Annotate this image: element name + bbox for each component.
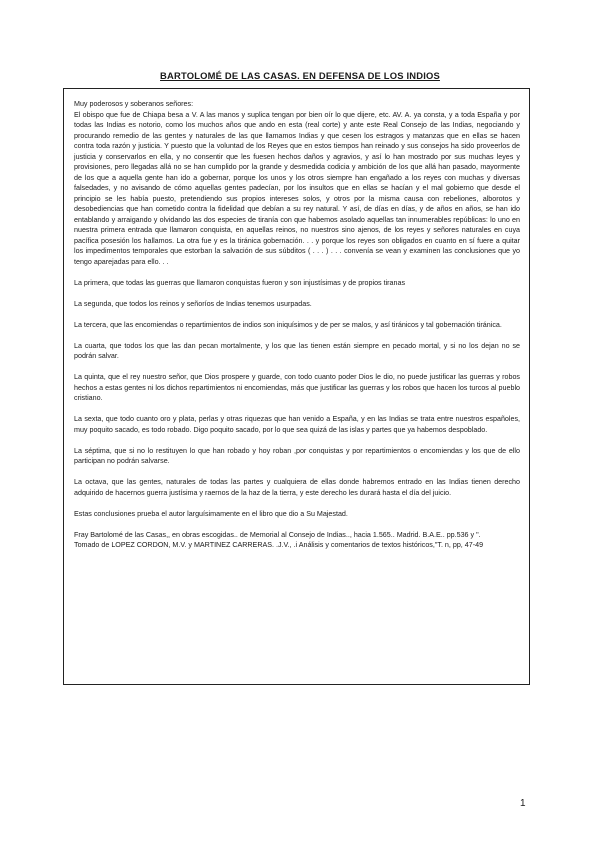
intro-paragraph: El obispo que fue de Chiapa besa a V. A las manos y suplica tengan por bien oír lo que dijere, etc. AV. A. ya consta, y a toda España y por todas las Indias es notorio, como los muchos años que ando en esta (real corte) y ante este Real Consejo de las Indias, negociando y procurando remedio de las gentes y naturales de las que llamamos Indias y que cesen los estragos y matanzas que en ellas se hacen contra toda razón y justicia. Y puesto que la voluntad de los Reyes que en estos tiempos han reinado y sus consejos ha sido proveerlos de justicia y conservarlos en ella, y no consentir que les fuesen hechos daños y agravios, y así lo han mostrado por sus muchas leyes y provisiones, pero llegadas allá no se han cumplido por la grande y desmedida codicia y ambición de los que allá han pasado, mayormente de los que a aquella gente han ido a gobernar, porque los unos y los otros siempre han engañado a los reyes con muchas y diversas falsedades, y no avisando de cómo aquellas gentes padecían, por los insultos que en ellas se hacían y el mal gobierno que desde el principio se les había puesto, pretendiendo sus propios intereses solos, y otros por la misma causa con rebeliones, alborotos y desobediencias que han cometido contra la fidelidad que debían a su rey natural. Y así, de días en días, y de años en años, se han ido entablando y arraigando y olvidando las dos especies de tiranía con que habemos asolado aquellas tan innumerables repúblicas: lo uno en nuestra primera entrada que llamaron conquista, en aquellas reinos, no nuestros sino ajenos, de los reyes y señores naturales en cuya pacífica posesión los hallamos. La otra fue y es la tiránica gobernación. . . y porque los reyes son obligados en cuanto en sí fuere a quitar los impedimentos temporales que estorban la salvación de sus súbditos ( . . . ) . . . convenía se vean y examinen las conclusiones que yo tengo aparejadas para ello. . . [74, 110, 520, 266]
closing-paragraph: Estas conclusiones prueba el autor larguísimamente en el libro que dio a Su Majestad. [74, 509, 348, 518]
conclusion-1: La primera, que todas las guerras que llamaron conquistas fueron y son injustísimas y de propios tiranas [74, 278, 406, 287]
document-title: BARTOLOMÉ DE LAS CASAS. EN DEFENSA DE LOS INDIOS [160, 70, 440, 81]
source-citation-2: Tomado de LOPEZ CORDON, M.V. y MARTINEZ CARRERAS. .J.V., .i Análisis y comentarios de textos históricos,"T. n, pp, 47-49 [74, 541, 484, 549]
conclusion-3: La tercera, que las encomiendas o repartimientos de indios son iniquísimos y de per se malos, y así tiránicos y tal gobernación tiránica. [74, 320, 502, 329]
conclusion-8: La octava, que las gentes, naturales de todas las partes y cualquiera de ellas donde habremos entrado en las Indias tienen derecho adquirido de hacernos guerra justísima y raernos de la haz de la tierra, y este derecho les durará hasta el día del juicio. [74, 478, 520, 497]
conclusion-2: La segunda, que todos los reinos y señoríos de Indias tenemos usurpadas. [74, 299, 312, 308]
conclusion-7: La séptima, que si no lo restituyen lo que han robado y hoy roban ,por conquistas y por repartimientos o encomiendas y los que de ello participan no podrán salvarse. [74, 446, 520, 465]
salutation: Muy poderosos y soberanos señores: [74, 100, 194, 108]
page-number: 1 [520, 798, 526, 809]
conclusion-4: La cuarta, que todos los que las dan pecan mortalmente, y los que las tienen están siempre en pecado mortal, y si no los dejan no se podrán salvar. [74, 341, 520, 360]
text-box [63, 88, 530, 685]
conclusion-5: La quinta, que el rey nuestro señor, que Dios prospere y guarde, con todo cuanto poder Dios le dio, no puede justificar las guerras y robos hechos a estas gentes ni los dichos repartimientos ni encomiendas, más que justificar las guerras y los robos que hacen los turcos al pueblo cristiano. [74, 373, 520, 402]
source-citation-1: Fray Bartolomé de las Casas,, en obras escogidas.. de Memorial al Consejo de Indias.., hacia 1.565.. Madrid. B.A.E.. pp.536 y ". [74, 530, 481, 539]
conclusion-6: La sexta, que todo cuanto oro y plata, perlas y otras riquezas que han venido a España, y en las Indias se trata entre nuestros españoles, muy poquito sacado, es todo robado. Digo poquito sacado, por lo que sea quizá de las islas y partes que ya habemos despoblado. [74, 415, 520, 434]
